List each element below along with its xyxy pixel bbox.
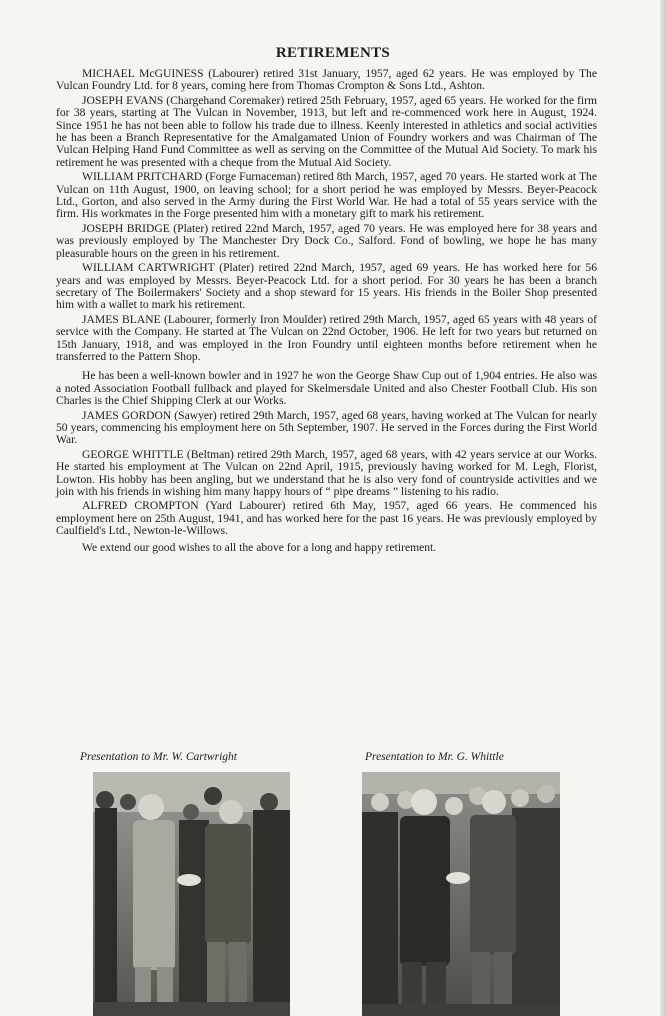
article-body [56, 68, 597, 556]
page-edge [660, 0, 666, 1016]
paragraph-crompton: ALFRED CROMPTON (Yard Labourer) retired 6th May, 1957, aged 66 years. He commenced his employment here on 25th August, 1941, and has worked here for the past 16 years. He was previously employed by Caulfield's Ltd., Newton-le-Willows. [56, 499, 597, 538]
paragraph-bridge: JOSEPH BRIDGE (Plater) retired 22nd March, 1957, aged 70 years. He was employed here for 38 years and was previously employed by The Manchester Dry Dock Co., Salford. Fond of bowling, we hope he has many pleasurable hours on the green in his retirement. [56, 221, 597, 260]
caption-whittle: Presentation to Mr. G. Whittle [365, 751, 504, 763]
paragraph-whittle: GEORGE WHITTLE (Beltman) retired 29th March, 1957, aged 68 years, with 42 years service at our Works. He started his employment at The Vulcan on 22nd April, 1915, previously having worked for M. Legh, Florist, Lowton. His hobby has been angling, but we understand that he is also very fond of countryside activities and we join with his friends in wishing him many happy hours of “ pipe dreams ” listening to his radio. [56, 447, 597, 498]
paragraph-cartwright: WILLIAM CARTWRIGHT (Plater) retired 22nd March, 1957, aged 69 years. He has worked here for 56 years and was employed by Messrs. Beyer-Peacock Ltd. for a short period. For 30 years he has been a branch secretary of The Boilermakers' Society and a shop steward for 15 years. His friends in the Boiler Shop presented him with a wallet to mark his retirement. [56, 261, 597, 312]
paragraph-gordon: JAMES GORDON (Sawyer) retired 29th March, 1957, aged 68 years, having worked at The Vulcan for nearly 50 years, commencing his employment here on 5th September, 1907. He served in the Forces during the First World War. [56, 408, 597, 447]
photo-cartwright-image [93, 772, 290, 1016]
photo-whittle-image [362, 772, 560, 1016]
article-title: RETIREMENTS [275, 45, 391, 61]
paragraph-closing: We extend our good wishes to all the above for a long and happy retirement. [82, 540, 437, 554]
paragraph-evans: JOSEPH EVANS (Chargehand Coremaker) retired 25th February, 1957, aged 65 years. He worked for the firm for 38 years, starting at The Vulcan in November, 1913, but left and re-commenced work here in August, 1924. Since 1951 he has not been able to follow his trade due to illness. Keenly interested in athletics and social activities he has been a Branch Representative for the Amalgamated Union of Foundry workers and was Chairman of The Vulcan Helping Hand Fund Committee as well as serving on the Committee of the Mutual Aid Society. To mark his retirement he was presented with a cheque from the Mutual Aid Society. [56, 93, 597, 169]
photo-whittle-presentation [362, 772, 560, 1016]
paragraph-blane: JAMES BLANE (Labourer, formerly Iron Moulder) retired 29th March, 1957, aged 65 years with 48 years of service with the Company. He started at The Vulcan on 22nd October, 1906. He left for two years but returned on 15th January, 1918, and was employed in the Iron Foundry until eighteen months before retirement when he transferred to the Pattern Shop. [56, 312, 597, 363]
paragraph-mcguiness: MICHAEL McGUINESS (Labourer) retired 31st January, 1957, aged 62 years. He was employed by The Vulcan Foundry Ltd. for 8 years, coming here from Thomas Crompton & Sons Ltd., Ashton. [56, 67, 597, 93]
paragraph-pritchard: WILLIAM PRITCHARD (Forge Furnaceman) retired 8th March, 1957, aged 70 years. He started work at The Vulcan on 11th August, 1900, on leaving school; for a short period he was employed by Messrs. Beyer-Peacock Ltd., Gorton, and also served in the Army during the First World War. He had a total of 55 years service with the firm. His workmates in the Forge presented him with a monetary gift to mark his retirement. [56, 170, 597, 221]
caption-cartwright: Presentation to Mr. W. Cartwright [80, 751, 237, 763]
paragraph-blane-continued: He has been a well-known bowler and in 1927 he won the George Shaw Cup out of 1,904 entries. He also was a noted Association Football fullback and played for Skelmersdale United and also Chester Football Club. His son Charles is the Chief Shipping Clerk at our Works. [56, 369, 597, 408]
photo-cartwright-presentation [93, 772, 290, 1016]
